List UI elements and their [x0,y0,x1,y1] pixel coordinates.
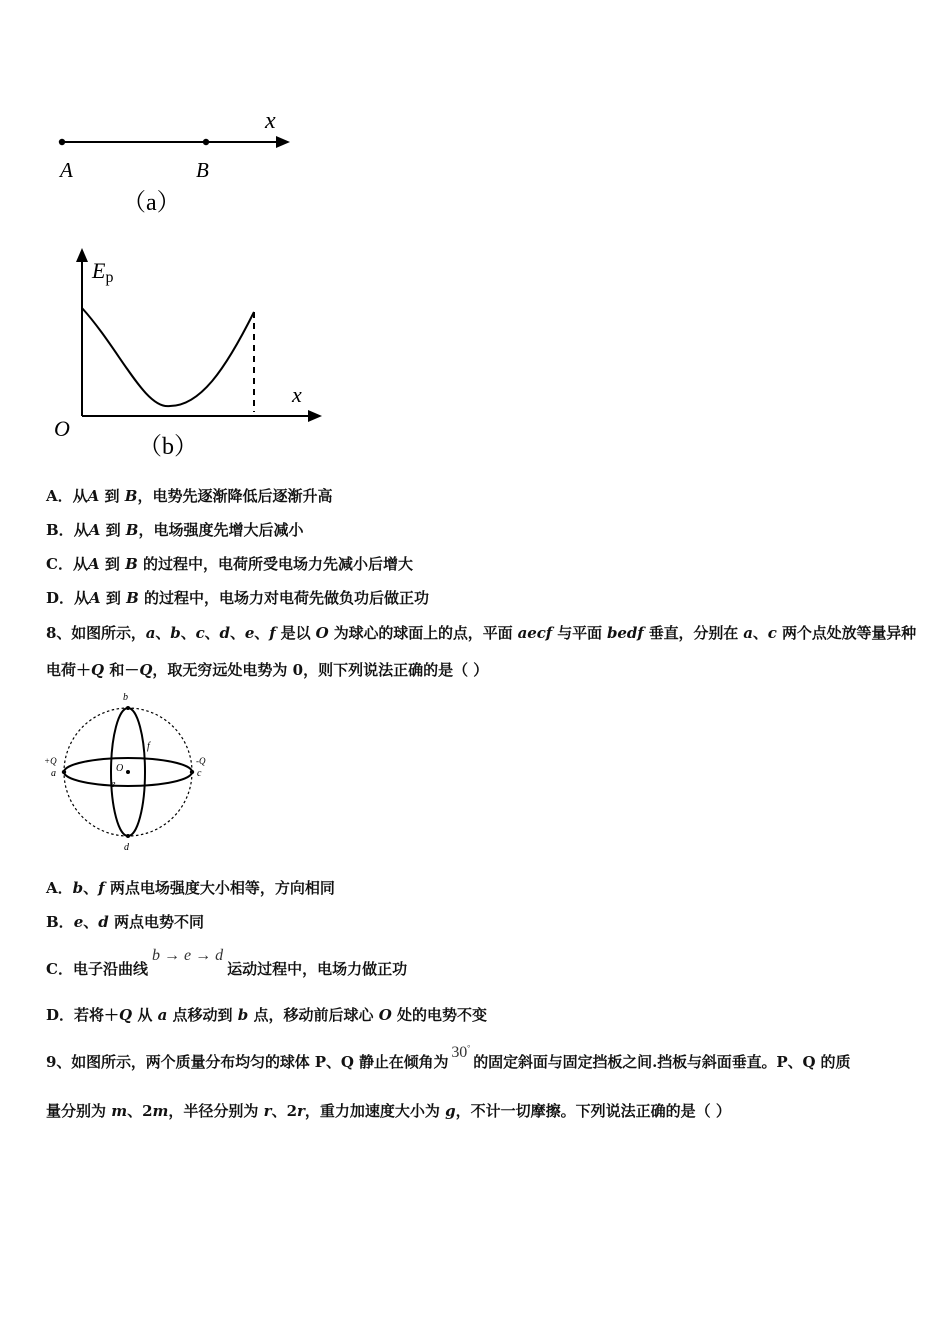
var-a: A [87,487,100,505]
var: r [263,1102,272,1120]
text: 、2 [127,1102,153,1120]
var: b [72,879,84,897]
text: 两个点处放等量异种 [776,624,917,642]
text: 若将＋ [74,1006,120,1024]
var: c [195,624,205,642]
text: 从 [72,487,88,505]
var: Q [139,661,153,679]
text: 、 [155,624,171,642]
option-letter: B． [46,521,74,539]
text: 、 [83,913,99,931]
text: ，不计一切摩擦。下列说法正确的是（ ） [455,1102,731,1120]
text: 、 [83,879,99,897]
q7-option-c [46,553,413,574]
label-minus-q: -Q [196,756,206,766]
x-axis-label: x [292,382,302,407]
q8-stem-line2 [46,659,488,680]
var: b [237,1006,249,1024]
var: m [152,1102,169,1120]
text: ，重力加速度大小为 [304,1102,446,1120]
var: m [111,1102,128,1120]
var-a: A [88,521,101,539]
var: e [244,624,255,642]
figure-a [40,100,310,220]
axis-x-label: x [265,108,276,134]
q8-sphere-figure [38,688,218,858]
text: 量分别为 [46,1102,112,1120]
q8-stem-line1 [46,622,916,643]
q7-option-d [46,587,429,608]
point-b-dot [203,139,209,145]
text: 为球心的球面上的点，平面 [328,624,518,642]
text: 点，移动前后球心 [248,1006,379,1024]
question-number: 9、 [46,1053,72,1071]
text: 如图所示，两个质量分布均匀的球体 P、Q 静止在倾角为 [71,1053,449,1071]
point-a-label: A [60,158,73,182]
text: 、 [180,624,196,642]
var: b [170,624,181,642]
figure-b [50,240,340,465]
text: 的过程中，电场力对电荷先做负功后做正功 [138,589,430,607]
var: O [315,624,329,642]
var: f [98,879,105,897]
text: 从 [74,589,90,607]
var: bedf [607,624,644,642]
label-e: e [111,779,116,790]
text: 和－ [104,661,140,679]
q9-stem-line2 [46,1100,731,1121]
center-o-dot [126,770,130,774]
arrow-head [276,136,290,148]
option-letter: A． [46,487,73,505]
text: 到 [100,521,126,539]
q7-option-b [46,519,304,540]
var: g [445,1102,456,1120]
y-arrow-head [76,248,88,262]
var-a: A [89,589,101,607]
var: d [98,913,109,931]
text: 、 [204,624,220,642]
option-letter: B． [46,913,74,931]
text: 到 [100,589,127,607]
text: ，电势先逐渐降低后逐渐升高 [137,487,333,505]
var-a: A [87,555,100,573]
text: 运动过程中，电场力做正功 [227,960,408,978]
text: 到 [99,487,125,505]
var: d [219,624,230,642]
text: 从 [132,1006,158,1024]
text: 是以 [275,624,316,642]
var: Q [91,661,105,679]
q8-option-d [46,1004,487,1025]
option-letter: D． [46,589,75,607]
text: 、2 [271,1102,297,1120]
angle-number: 30 [451,1044,468,1061]
option-letter: C． [46,960,73,978]
figure-b-caption: （b） [138,434,198,460]
text: 的过程中，电荷所受电场力先减小后增大 [137,555,413,573]
text: 、 [229,624,245,642]
text: 的固定斜面与固定挡板之间.挡板与斜面垂直。P、Q 的质 [473,1053,851,1071]
label-o: O [116,763,124,774]
text: 电子沿曲线 [72,960,148,978]
origin-label: O [54,416,70,441]
text: 两点电场强度大小相等，方向相同 [104,879,335,897]
text: ，电场强度先增大后减小 [138,521,304,539]
question-number: 8、 [46,624,72,642]
point-a-dot [62,770,66,774]
text: 到 [99,555,126,573]
q9-stem-line1 [46,1043,851,1072]
q8-option-b [46,911,204,932]
label-a: a [51,768,56,779]
var-b: B [125,555,138,573]
var: aecf [517,624,553,642]
text: ，取无穷远处电势为 0，则下列说法正确的是（ ） [152,661,489,679]
point-d-dot [126,834,130,838]
q8-option-a [46,877,335,898]
var: a [145,624,156,642]
text: 如图所示， [71,624,146,642]
label-f: f [147,741,150,752]
var-b: B [125,521,139,539]
label-b: b [123,692,128,703]
figure-a-caption: （a） [122,190,181,216]
point-c-dot [190,770,194,774]
point-b-label: B [196,158,209,182]
point-b-dot [126,706,130,710]
label-d: d [124,842,129,853]
text: 电荷＋ [46,661,92,679]
text: 垂直，分别在 [643,624,744,642]
text: 处的电势不变 [391,1006,488,1024]
ep-curve [82,308,254,406]
var-b: B [126,589,139,607]
var: r [297,1102,305,1120]
var: a [157,1006,168,1024]
y-axis-label: Ep [92,258,114,286]
text: 从 [72,555,88,573]
var: c [767,624,777,642]
text: ，半径分别为 [168,1102,264,1120]
q8-option-c [46,947,408,979]
var: O [378,1006,392,1024]
var-b: B [124,487,138,505]
point-a-dot [59,139,65,145]
var: a [743,624,753,642]
option-letter: C． [46,555,73,573]
text: 两点电势不同 [108,913,204,931]
option-letter: A． [46,879,73,897]
text: 、 [752,624,768,642]
label-c: c [197,768,202,779]
option-letter: D． [46,1006,75,1024]
text: 从 [73,521,89,539]
x-arrow-head [308,410,322,422]
var: Q [119,1006,133,1024]
path-b-e-d: b → e → d [151,947,224,964]
angle-value [448,1044,473,1061]
text: 、 [254,624,270,642]
var: e [73,913,84,931]
text: 与平面 [552,624,608,642]
var: f [269,624,276,642]
label-plus-q: +Q [44,756,57,766]
q7-option-a [46,485,332,506]
text: 点移动到 [167,1006,238,1024]
degree-sign: ° [467,1043,471,1053]
